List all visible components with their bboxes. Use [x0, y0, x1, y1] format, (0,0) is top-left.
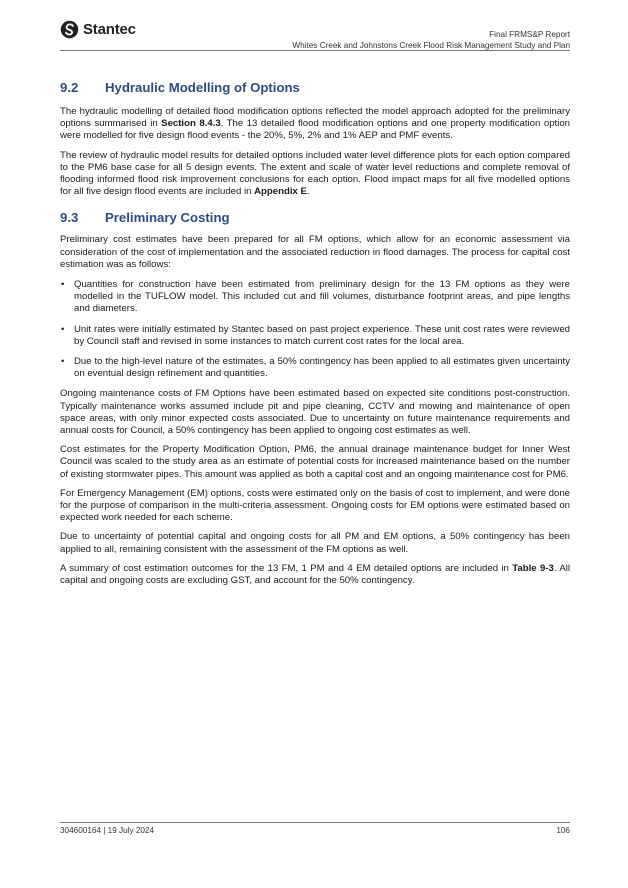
paragraph-contingency: Due to uncertainty of potential capital and ongoing costs for all PM and EM options, a 50% contingency has been applied to all, remaining consistent with the assessment of the FM options as well. — [60, 531, 570, 555]
page-content — [60, 80, 570, 587]
text-run: The hydraulic modelling of detailed flood modification options reflected the model approach adopted for the preliminary options summarised in — [60, 106, 570, 130]
paragraph-maintenance-costs: Ongoing maintenance costs of FM Options have been estimated based on expected site conditions post-construction. Typically maintenance works assumed include pit and pipe cleaning, CCTV and mowing and maintenance of open space areas, with only minor expected costs associated. Due to uncertainty on future maintenance requirements and annual costs for Council, a 50% contingency has been applied to ongoing cost estimates as well. — [60, 388, 570, 437]
bullet-icon: • — [61, 279, 65, 291]
stantec-logo-icon — [60, 20, 79, 39]
costing-process-list — [60, 279, 570, 380]
text-run: The review of hydraulic model results for detailed options included water level difference plots for each option compared to the PM6 base case for all 5 design events. The extent and scale of water level reductions and complete removal of flooding informed flood risk improvement conclusions for each option. Flood impact maps for all five modelled options for all five design flood events are included in — [60, 149, 570, 198]
paragraph-cost-summary — [60, 563, 570, 587]
bullet-icon: • — [61, 356, 65, 368]
text-run: . — [306, 186, 310, 198]
list-item-text: Unit rates were initially estimated by Stantec based on past project experience. These unit cost rates were reviewed by Council staff and revised in some instances to match current cost rates for the local area. — [74, 323, 570, 347]
report-header — [292, 29, 570, 51]
appendix-reference-link[interactable]: Appendix E — [254, 186, 307, 198]
section-title: Hydraulic Modelling of Options — [105, 80, 300, 95]
paragraph-modelling-approach — [60, 106, 570, 143]
page-number: 106 — [556, 826, 570, 835]
paragraph-em-costs: For Emergency Management (EM) options, costs were estimated only on the basis of cost to implement, and were done for the purpose of comparison in the multi-criteria assessment. Ongoing costs for EM options were estimated based on expected work needed for each scheme. — [60, 487, 570, 524]
list-item-text: Quantities for construction have been estimated from preliminary design for the 13 FM options as they were modelled in the TUFLOW model. This included cut and fill volumes, disturbance footprint areas, and pipe lengths and diameters. — [74, 279, 570, 315]
text-run: . The 13 detailed flood modification options and one property modification option were modelled for five design flood events - the 20%, 5%, 2% and 1% AEP and PMF events. — [60, 118, 570, 142]
section-heading-9-2 — [60, 80, 570, 95]
paragraph-costing-intro: Preliminary cost estimates have been prepared for all FM options, which allow for an economic assessment via consideration of the cost of implementation and the associated reduction in flood damages. The process for capital cost estimation was as follows: — [60, 234, 570, 270]
section-number: 9.2 — [60, 80, 79, 95]
document-reference: 304600164 | 19 July 2024 — [60, 826, 155, 835]
text-run: A summary of cost estimation outcomes for the 13 FM, 1 PM and 4 EM detailed options are included in — [60, 562, 513, 574]
stantec-logo — [60, 20, 136, 39]
section-reference-link[interactable]: Section 8.4.3 — [161, 118, 221, 130]
report-subtitle: Whites Creek and Johnstons Creek Flood Risk Management Study and Plan — [292, 41, 570, 50]
paragraph-results-review — [60, 150, 570, 199]
list-item — [60, 356, 570, 380]
paragraph-pm6-costs: Cost estimates for the Property Modification Option, PM6, the annual drainage maintenance budget for Inner West Council was scaled to the study area as an estimate of potential costs for increased maintenance based on the number of existing stormwater pipes. This amount was applied as both a capital cost and an ongoing maintenance cost for PM6. — [60, 444, 570, 480]
list-item — [60, 279, 570, 316]
report-title: Final FRMS&P Report — [489, 30, 570, 39]
list-item — [60, 324, 570, 348]
brand-name: Stantec — [83, 21, 136, 38]
list-item-text: Due to the high-level nature of the estimates, a 50% contingency has been applied to all estimates given uncertainty on eventual design refinement and quantities. — [74, 356, 570, 380]
section-title: Preliminary Costing — [105, 210, 230, 226]
table-reference-link[interactable]: Table 9-3 — [512, 562, 554, 574]
header-divider — [60, 50, 570, 51]
text-run: . All capital and ongoing costs are excluding GST, and account for the 50% contingency. — [60, 562, 570, 587]
section-number: 9.3 — [60, 210, 79, 226]
footer-divider — [60, 822, 570, 823]
bullet-icon: • — [61, 323, 65, 335]
section-heading-9-3 — [60, 210, 570, 225]
